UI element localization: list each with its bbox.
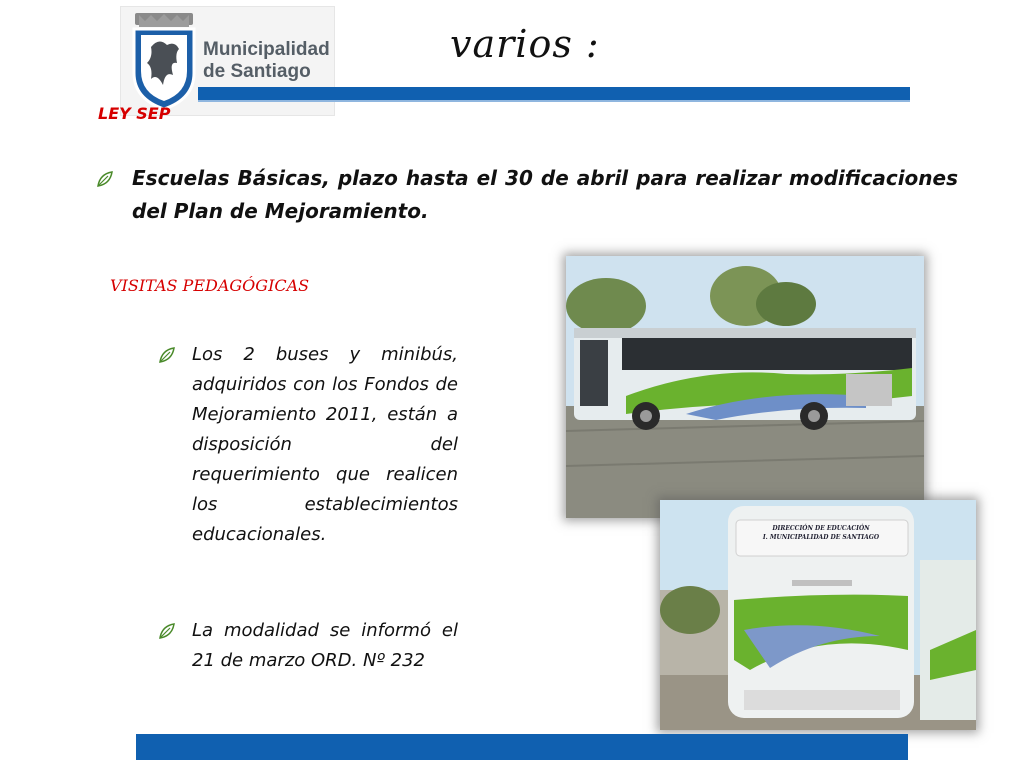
section-heading-visitas: VISITAS PEDAGÓGICAS xyxy=(110,276,310,295)
bus-rear-sign-line-2: I. MUNICIPALIDAD DE SANTIAGO xyxy=(762,534,880,541)
bullet-ley-sep xyxy=(96,162,958,228)
section-heading-ley-sep: LEY SEP xyxy=(98,104,171,123)
leaf-bullet-icon xyxy=(158,622,176,640)
bus-rear-sign-line-1: DIRECCIÓN DE EDUCACIÓN xyxy=(772,525,870,532)
slide-title: varios : xyxy=(450,22,600,66)
crest-icon xyxy=(129,13,199,111)
bullet-buses xyxy=(158,340,458,550)
header-divider-bar xyxy=(198,87,910,100)
logo-line-1: Municipalidad xyxy=(203,39,330,60)
bullet-modalidad xyxy=(158,616,458,676)
leaf-bullet-icon xyxy=(96,170,114,188)
bullet-modalidad-text: La modalidad se informó el 21 de marzo ORD. Nº 232 xyxy=(192,620,458,671)
bullet-ley-sep-text: Escuelas Básicas, plazo hasta el 30 de abril para realizar modificaciones del Plan de Mejoramiento. xyxy=(132,166,958,223)
footer-bar xyxy=(136,734,908,760)
bullet-buses-text: Los 2 buses y minibús, adquiridos con los Fondos de Mejoramiento 2011, están a disposición del requerimiento que realicen los establecimientos educacionales. xyxy=(192,344,458,545)
header-divider-shadow xyxy=(198,100,910,102)
leaf-bullet-icon xyxy=(158,346,176,364)
bus-side-photo xyxy=(566,256,924,518)
bus-rear-photo xyxy=(660,500,976,730)
logo-line-2: de Santiago xyxy=(203,61,311,82)
bus-rear-sign xyxy=(738,524,904,542)
